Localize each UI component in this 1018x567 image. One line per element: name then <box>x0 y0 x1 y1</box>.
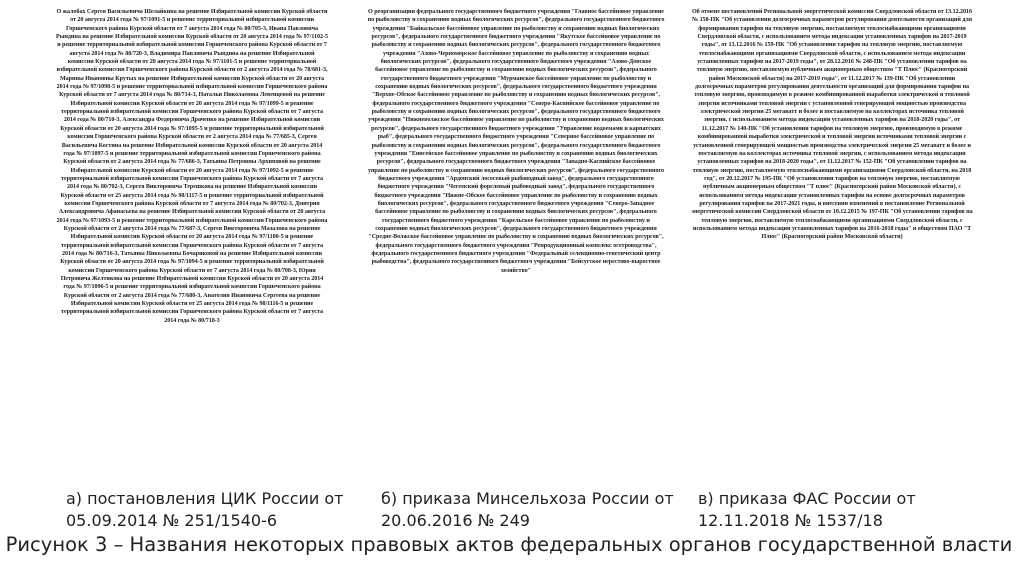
caption-b-line1: б) приказа Минсельхоза России от <box>381 489 674 508</box>
act-title-text-b: О реорганизации федерального государственного бюджетного учреждения "Главное бассейновое управление по рыболовству и сохранению водных биологических ресурсов", федерального государственного бюджетного учреждения "Байкальское бассейновое управление по рыболовству и сохранению водных биологических ресурсов", федерального государственного бюджетного учреждения "Якутское бассейновое управление по рыболовству и сохранению водных биологических ресурсов", федерального государственного бюджетного учреждения "Азово-Черноморское бассейновое управление по рыболовству и сохранению водных биологических ресурсов", федерального государственного бюджетного учреждения "Азово-Донское бассейновое управление по рыболовству и сохранению водных биологических ресурсов", федерального государственного бюджетного учреждения "Мурманское бассейновое управление по рыболовству и сохранению водных биологических ресурсов", федерального государственного бюджетного учреждения "Верхне-Обское бассейновое управление по рыболовству и сохранению водных биологических ресурсов", федерального государственного бюджетного учреждения "Северо-Каспийское бассейновое управление по рыболовству и сохранению водных биологических ресурсов", федерального государственного бюджетного учреждения "Нижневолжское бассейновое управление по рыболовству и сохранению водных биологических ресурсов", федерального государственного бюджетного учреждения "Управление водоемами и карпатских рыб", федерального государственного бюджетного учреждения "Северное бассейновое управление по рыболовству и сохранению водных биологических ресурсов", федерального государственного бюджетного учреждения "Енисейское бассейновое управление по рыболовству и сохранению водных биологических ресурсов", федерального государственного бюджетного учреждения "Западно-Каспийское бассейновое управление по рыболовству и сохранению водных биологических ресурсов", федерального государственного бюджетного учреждения "Ардонский лососевый рыбоводный завод", федерального государственного бюджетного учреждения "Чегемский форелевый рыбоводный завод", федерального государственного бюджетного учреждения "Нижне-Обское бассейновое управление по рыболовству и сохранению водных биологических ресурсов", федерального государственного бюджетного учреждения "Северо-Западное бассейновое управление по рыболовству и сохранению водных биологических ресурсов", федерального государственного бюджетного учреждения "Карельское бассейновое управление по рыболовству и сохранению водных биологических ресурсов", федерального государственного бюджетного учреждения "Средне-Волжское бассейновое управление по рыболовству и сохранению водных биологических ресурсов", федерального государственного бюджетного учреждения "Репродукционный комплекс осетроводства", федерального государственного бюджетного учреждения "Федеральный селекционно-генетический центр рыбоводства", федерального государственного бюджетного учреждения "Бейсугское нерестово-выростное хозяйство" <box>367 9 665 274</box>
act-title-scan-a <box>56 8 328 456</box>
act-title-text-c: Об отмене постановлений Региональной энергетической комиссии Свердловской области от 13.12.2016 № 158-ПК "Об установлении долгосрочных параметров регулирования деятельности организаций для формирования тарифов на тепловую энергию, поставляемую теплоснабжающими организациями Свердловской области, с использованием метода индексации установленных тарифов на 2017-2019 годы", от 13.12.2016 № 159-ПК "Об установлении тарифов на тепловую энергию, поставляемую теплоснабжающими организациями Свердловской области, с использованием метода индексации установленных тарифов на 2017-2019 годы", от 28.12.2016 № 248-ПК "Об установлении тарифов на тепловую энергию, поставляемую публичным акционерным обществом "Т Плюс" (Красногорский район Московской области) на 2017-2019 годы", от 11.12.2017 № 139-ПК "Об установлении долгосрочных параметров регулирования деятельности организаций для формирования тарифов на тепловую энергию, производимую в режиме комбинированной выработки электрической и тепловой энергии источниками тепловой энергии с установленной генерирующей мощностью производства электрической энергии 25 мегаватт и более и поставляемую на коллекторах источника тепловой энергии, с использованием метода индексации установленных тарифов на 2018-2020 годы", от 11.12.2017 № 140-ПК "Об установлении тарифов на тепловую энергию, производимую в режиме комбинированной выработки электрической и тепловой энергии источниками тепловой энергии с установленной генерирующей мощностью производства электрической энергии 25 мегаватт и более и поставляемую на коллекторах источника тепловой энергии, с использованием метода индексации установленных тарифов на 2018-2020 годы", от 11.12.2017 № 152-ПК "Об установлении тарифов на тепловую энергию, поставляемую теплоснабжающими организациями Свердловской области, на 2018 год", от 20.12.2017 № 195-ПК "Об установлении тарифов на тепловую энергию, поставляемую публичным акционерным обществом "Т плюс" (Красногорский район Московской области), с использованием метода индексации установленных тарифов на основе долгосрочных параметров регулирования тарифов на 2017-2021 годы, и внесении изменений в постановление Региональной энергетической комиссии Свердловской области от 10.12.2015 № 197-ПК "Об установлении тарифов на тепловую энергию, поставляемую теплоснабжающими организациями Свердловской области, с использованием метода индексации установленных тарифов на 2016-2018 годы" и обществом ПАО "Т Плюс" (Красногорский район Московской области) <box>691 9 973 241</box>
act-title-scan-c <box>690 8 974 398</box>
caption-c-line1: в) приказа ФАС России от <box>698 489 916 508</box>
caption-a-line1: а) постановления ЦИК России от <box>66 489 344 508</box>
caption-b <box>381 488 674 532</box>
caption-c-line2: 12.11.2018 № 1537/18 <box>698 511 883 530</box>
caption-a-line2: 05.09.2014 № 251/1540-6 <box>66 511 278 530</box>
caption-a <box>66 488 343 532</box>
act-title-text-a: О жалобах Сергея Васильевича Шелайкина на решение Избирательной комиссии Курской области от 20 августа 2014 года № 97/1091-5 и решение территориальной избирательной комиссии Горшеченского района Курской области от 7 августа 2014 года № 80/705-3, Ивана Павловича Рындина на решение Избирательной комиссии Курской области от 20 августа 2014 года № 97/1102-5 и решение территориальной избирательной комиссии Горшеченского района Курской области от 7 августа 2014 года № 80/720-3, Владимира Павловича Рындина на решение Избирательной комиссии Курской области от 20 августа 2014 года № 97/1101-5 и решение территориальной избирательной комиссии Горшеченского района Курской области от 2 августа 2014 года № 78/681-3, Марины Ивановны Крутых на решение Избирательной комиссии Курской области от 20 августа 2014 года № 97/1098-5 и решение территориальной избирательной комиссии Горшеченского района Курской области от 7 августа 2014 года № 80/714-3, Натальи Николаевны Левенцевой на решение Избирательной комиссии Курской области от 20 августа 2014 года № 97/1099-5 и решение территориальной избирательной комиссии Горшеченского района Курской области от 7 августа 2014 года № 80/710-3, Александра Федоровича Драченко на решение Избирательной комиссии Курской области от 20 августа 2014 года № 97/1095-5 и решение территориальной избирательной комиссии Горшеченского района Курской области от 2 августа 2014 года № 77/685-3, Сергея Васильевича Костина на решение Избирательной комиссии Курской области от 20 августа 2014 года № 97/1097-5 и решение территориальной избирательной комиссии Горшеченского района Курской области от 2 августа 2014 года № 77/686-3, Татьяны Петровны Архиповой на решение Избирательной комиссии Курской области от 20 августа 2014 года № 97/1092-5 и решение территориальной избирательной комиссии Горшеченского района Курской области от 7 августа 2014 года № 80/702-3, Сергея Викторовича Терешкова на решение Избирательной комиссии Курской области от 25 августа 2014 года № 98/1117-5 и решение территориальной избирательной комиссии Горшеченского района Курской области от 7 августа 2014 года № 80/702-3, Дмитрия Александровича Афанасьева на решение Избирательной комиссии Курской области от 20 августа 2014 года № 97/1093-5 и решение территориальной избирательной комиссии Горшеченского района Курской области от 2 августа 2014 года № 77/687-3, Сергея Викторовича Мазалова на решение Избирательной комиссии Курской области от 20 августа 2014 года № 97/1100-5 и решение территориальной избирательной комиссии Горшеченского района Курской области от 7 августа 2014 года № 80/716-3, Татьяны Николаевны Бочариковой на решение Избирательной комиссии Курской области от 20 августа 2014 года № 97/1094-5 и решение территориальной избирательной комиссии Горшеченского района Курской области от 7 августа 2014 года № 80/708-3, Юрия Петровича Желтикова на решение Избирательной комиссии Курской области от 20 августа 2014 года № 97/1096-5 и решение территориальной избирательной комиссии Горшеченского района Курской области от 2 августа 2014 года № 77/680-3, Анатолия Ивановича Сергеева на решение Избирательной комиссии Курской области от 25 августа 2014 года № 98/1116-5 и решение территориальной избирательной комиссии Горшеченского района Курской области от 7 августа 2014 года № 80/718-3 <box>56 9 328 324</box>
act-title-scan-b <box>366 8 666 476</box>
caption-b-line2: 20.06.2016 № 249 <box>381 511 530 530</box>
figure-caption: Рисунок 3 – Названия некоторых правовых актов федеральных органов государственной власти <box>5 533 1013 556</box>
caption-c <box>698 488 916 532</box>
